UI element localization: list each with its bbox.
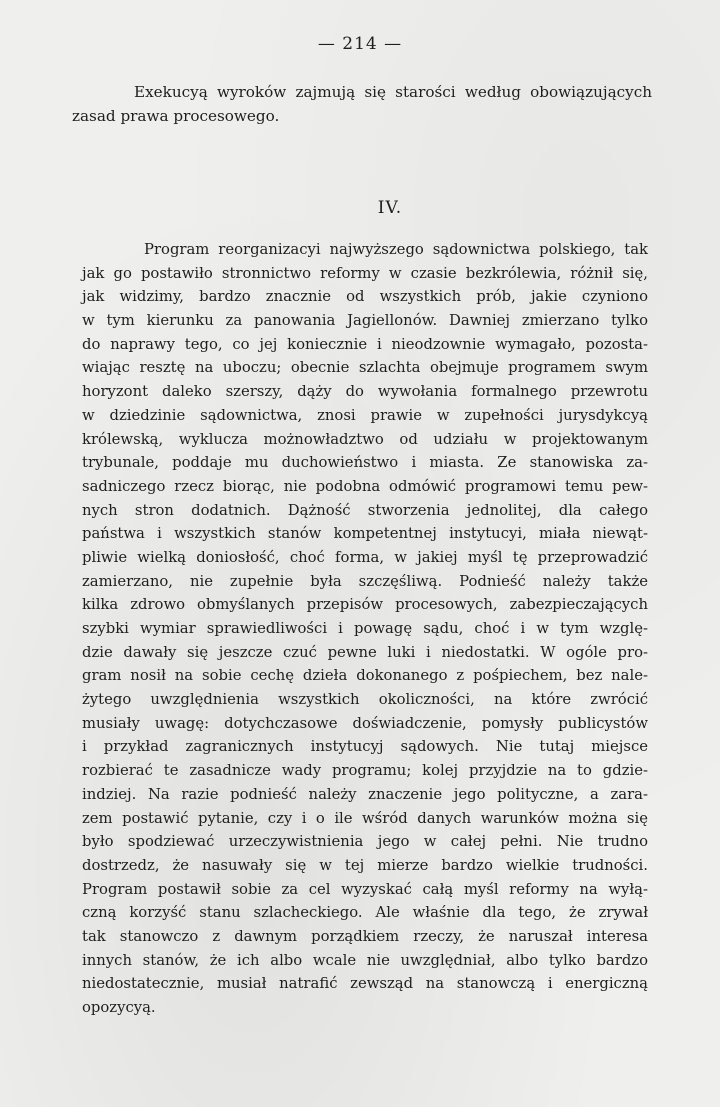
text-line: horyzont daleko szerszy, dąży do wywołania formalnego przewrotu [82, 383, 648, 401]
text-line: trybunale, poddaje mu duchowieństwo i miasta. Ze stanowiska za- [82, 454, 648, 472]
page-number: — 214 — [317, 34, 403, 54]
text-line: Program reorganizacyi najwyższego sądownictwa polskiego, tak [144, 241, 648, 258]
text-line: w tym kierunku za panowania Jagiellonów. Dawniej zmierzano tylko [82, 312, 648, 330]
text-line: innych stanów, że ich albo wcale nie uwzględniał, albo tylko bardzo [82, 951, 648, 969]
text-line: zasad prawa procesowego. [72, 106, 280, 125]
text-line: indziej. Na razie podnieść należy znaczenie jego polityczne, a zara- [82, 785, 648, 803]
text-line: rozbierać te zasadnicze wady programu; kolej przyjdzie na to gdzie- [82, 762, 648, 780]
text-line: tak stanowczo z dawnym porządkiem rzeczy, że naruszał interesa [82, 927, 648, 945]
lead-paragraph [72, 82, 652, 129]
text-line: niedostatecznie, musiał natrafić zewsząd na stanowczą i energiczną [82, 975, 648, 993]
text-line: i przykład zagranicznych instytucyj sądowych. Nie tutaj miejsce [82, 738, 648, 756]
section-paragraph [82, 238, 648, 1020]
text-line: zamierzano, nie zupełnie była szczęśliwą. Podnieść należy także [82, 572, 648, 590]
text-line: Exekucyą wyroków zajmują się starości według obowiązujących [134, 83, 652, 101]
text-line: musiały uwagę: dotychczasowe doświadczenie, pomysły publicystów [82, 714, 648, 732]
text-line: wiając resztę na uboczu; obecnie szlachta obejmuje programem swym [82, 359, 648, 377]
text-line: jak go postawiło stronnictwo reformy w czasie bezkrólewia, różnił się, [82, 264, 648, 282]
text-line: czną korzyść stanu szlacheckiego. Ale właśnie dla tego, że zrywał [82, 904, 648, 922]
text-line: w dziedzinie sądownictwa, znosi prawie w zupełności jurysdykcyą [82, 406, 648, 424]
text-line: państwa i wszystkich stanów kompetentnej instytucyi, miała niewąt- [82, 525, 648, 543]
text-line: Program postawił sobie za cel wyzyskać całą myśl reformy na wyłą- [82, 880, 648, 898]
text-line: zem postawić pytanie, czy i o ile wśród danych warunków można się [82, 809, 648, 827]
text-line: kilka zdrowo obmyślanych przepisów procesowych, zabezpieczających [82, 596, 648, 614]
text-line: dostrzedz, że nasuwały się w tej mierze bardzo wielkie trudności. [82, 856, 648, 874]
text-line: sadniczego rzecz biorąc, nie podobna odmówić programowi temu pew- [82, 477, 648, 495]
text-line: opozycyą. [82, 999, 156, 1016]
text-line: dzie dawały się jeszcze czuć pewne luki i niedostatki. W ogóle pro- [82, 643, 648, 661]
text-line: było spodziewać urzeczywistnienia jego w całej pełni. Nie trudno [82, 833, 648, 851]
section-heading: IV. [377, 198, 403, 218]
text-line: do naprawy tego, co jej koniecznie i nieodzownie wymagało, pozosta- [82, 335, 648, 353]
text-line: jak widzimy, bardzo znacznie od wszystkich prób, jakie czyniono [82, 288, 648, 306]
text-line: szybki wymiar sprawiedliwości i powagę sądu, choć i w tym wzglę- [82, 620, 648, 637]
text-line: nych stron dodatnich. Dążność stworzenia jednolitej, dla całego [82, 501, 648, 519]
text-line: żytego uwzględnienia wszystkich okoliczności, na które zwrócić [82, 691, 648, 709]
text-line: gram nosił na sobie cechę dzieła dokonanego z pośpiechem, bez nale- [82, 667, 648, 685]
text-line: pliwie wielką doniosłość, choć forma, w jakiej myśl tę przeprowadzić [82, 548, 648, 566]
text-line: królewską, wyklucza możnowładztwo od udziału w projektowanym [82, 430, 648, 448]
